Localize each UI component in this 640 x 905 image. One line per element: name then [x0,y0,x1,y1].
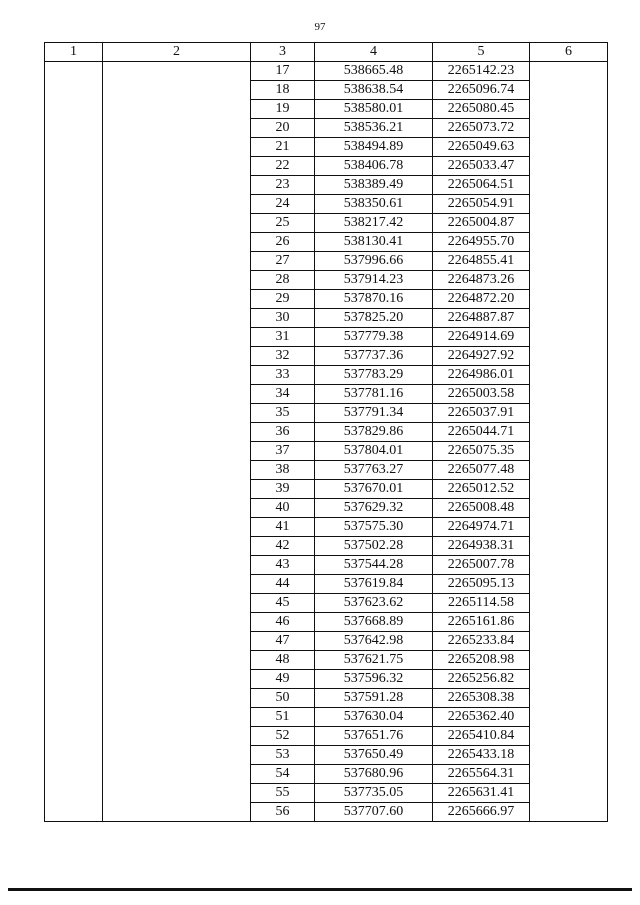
y-coordinate-cell: 2265233.84 [433,632,530,651]
x-coordinate-cell: 537623.62 [315,594,433,613]
point-number-cell: 45 [251,594,315,613]
point-number-cell: 49 [251,670,315,689]
point-number-cell: 22 [251,157,315,176]
x-coordinate-cell: 537596.32 [315,670,433,689]
y-coordinate-cell: 2264927.92 [433,347,530,366]
x-coordinate-cell: 538536.21 [315,119,433,138]
col-1-merged-cell [45,62,103,822]
point-number-cell: 44 [251,575,315,594]
y-coordinate-cell: 2264938.31 [433,537,530,556]
x-coordinate-cell: 538406.78 [315,157,433,176]
x-coordinate-cell: 537996.66 [315,252,433,271]
header-col-3: 3 [251,43,315,62]
x-coordinate-cell: 538350.61 [315,195,433,214]
y-coordinate-cell: 2265433.18 [433,746,530,765]
y-coordinate-cell: 2265037.91 [433,404,530,423]
y-coordinate-cell: 2265080.45 [433,100,530,119]
point-number-cell: 25 [251,214,315,233]
y-coordinate-cell: 2265564.31 [433,765,530,784]
point-number-cell: 34 [251,385,315,404]
page-number: 97 [314,21,326,33]
point-number-cell: 27 [251,252,315,271]
point-number-cell: 29 [251,290,315,309]
x-coordinate-cell: 537642.98 [315,632,433,651]
x-coordinate-cell: 538494.89 [315,138,433,157]
point-number-cell: 39 [251,480,315,499]
point-number-cell: 18 [251,81,315,100]
x-coordinate-cell: 537791.34 [315,404,433,423]
y-coordinate-cell: 2265308.38 [433,689,530,708]
y-coordinate-cell: 2265256.82 [433,670,530,689]
point-number-cell: 23 [251,176,315,195]
x-coordinate-cell: 538580.01 [315,100,433,119]
point-number-cell: 42 [251,537,315,556]
header-col-6: 6 [530,43,608,62]
y-coordinate-cell: 2265064.51 [433,176,530,195]
x-coordinate-cell: 537783.29 [315,366,433,385]
y-coordinate-cell: 2265054.91 [433,195,530,214]
y-coordinate-cell: 2265003.58 [433,385,530,404]
point-number-cell: 48 [251,651,315,670]
y-coordinate-cell: 2264887.87 [433,309,530,328]
x-coordinate-cell: 538665.48 [315,62,433,81]
x-coordinate-cell: 537779.38 [315,328,433,347]
y-coordinate-cell: 2265044.71 [433,423,530,442]
point-number-cell: 21 [251,138,315,157]
point-number-cell: 28 [251,271,315,290]
table-row [45,62,608,81]
y-coordinate-cell: 2265410.84 [433,727,530,746]
point-number-cell: 47 [251,632,315,651]
point-number-cell: 56 [251,803,315,822]
header-row [45,43,608,62]
x-coordinate-cell: 537619.84 [315,575,433,594]
y-coordinate-cell: 2265077.48 [433,461,530,480]
point-number-cell: 40 [251,499,315,518]
x-coordinate-cell: 537914.23 [315,271,433,290]
x-coordinate-cell: 538130.41 [315,233,433,252]
x-coordinate-cell: 537575.30 [315,518,433,537]
y-coordinate-cell: 2265208.98 [433,651,530,670]
y-coordinate-cell: 2264914.69 [433,328,530,347]
point-number-cell: 43 [251,556,315,575]
x-coordinate-cell: 537544.28 [315,556,433,575]
x-coordinate-cell: 537829.86 [315,423,433,442]
header-col-2: 2 [103,43,251,62]
y-coordinate-cell: 2265114.58 [433,594,530,613]
point-number-cell: 35 [251,404,315,423]
y-coordinate-cell: 2265095.13 [433,575,530,594]
point-number-cell: 20 [251,119,315,138]
y-coordinate-cell: 2265049.63 [433,138,530,157]
y-coordinate-cell: 2265073.72 [433,119,530,138]
x-coordinate-cell: 537650.49 [315,746,433,765]
x-coordinate-cell: 537735.05 [315,784,433,803]
y-coordinate-cell: 2265012.52 [433,480,530,499]
y-coordinate-cell: 2264873.26 [433,271,530,290]
point-number-cell: 55 [251,784,315,803]
x-coordinate-cell: 537781.16 [315,385,433,404]
point-number-cell: 52 [251,727,315,746]
x-coordinate-cell: 537502.28 [315,537,433,556]
point-number-cell: 17 [251,62,315,81]
point-number-cell: 54 [251,765,315,784]
point-number-cell: 51 [251,708,315,727]
header-col-5: 5 [433,43,530,62]
coordinates-table [44,42,608,822]
x-coordinate-cell: 537668.89 [315,613,433,632]
point-number-cell: 37 [251,442,315,461]
point-number-cell: 53 [251,746,315,765]
x-coordinate-cell: 538217.42 [315,214,433,233]
y-coordinate-cell: 2265161.86 [433,613,530,632]
x-coordinate-cell: 537630.04 [315,708,433,727]
y-coordinate-cell: 2264986.01 [433,366,530,385]
y-coordinate-cell: 2265007.78 [433,556,530,575]
table-body [45,62,608,822]
y-coordinate-cell: 2265075.35 [433,442,530,461]
y-coordinate-cell: 2264855.41 [433,252,530,271]
point-number-cell: 26 [251,233,315,252]
y-coordinate-cell: 2265631.41 [433,784,530,803]
y-coordinate-cell: 2265008.48 [433,499,530,518]
y-coordinate-cell: 2265004.87 [433,214,530,233]
point-number-cell: 50 [251,689,315,708]
point-number-cell: 19 [251,100,315,119]
point-number-cell: 36 [251,423,315,442]
point-number-cell: 38 [251,461,315,480]
y-coordinate-cell: 2264974.71 [433,518,530,537]
x-coordinate-cell: 538389.49 [315,176,433,195]
y-coordinate-cell: 2265666.97 [433,803,530,822]
header-col-4: 4 [315,43,433,62]
x-coordinate-cell: 537591.28 [315,689,433,708]
point-number-cell: 24 [251,195,315,214]
x-coordinate-cell: 537670.01 [315,480,433,499]
x-coordinate-cell: 537763.27 [315,461,433,480]
y-coordinate-cell: 2264955.70 [433,233,530,252]
point-number-cell: 41 [251,518,315,537]
y-coordinate-cell: 2265096.74 [433,81,530,100]
x-coordinate-cell: 537804.01 [315,442,433,461]
point-number-cell: 32 [251,347,315,366]
point-number-cell: 33 [251,366,315,385]
x-coordinate-cell: 537737.36 [315,347,433,366]
bottom-rule [8,888,632,891]
point-number-cell: 46 [251,613,315,632]
x-coordinate-cell: 537870.16 [315,290,433,309]
x-coordinate-cell: 537621.75 [315,651,433,670]
point-number-cell: 30 [251,309,315,328]
y-coordinate-cell: 2265033.47 [433,157,530,176]
x-coordinate-cell: 537825.20 [315,309,433,328]
x-coordinate-cell: 538638.54 [315,81,433,100]
x-coordinate-cell: 537629.32 [315,499,433,518]
y-coordinate-cell: 2265142.23 [433,62,530,81]
x-coordinate-cell: 537651.76 [315,727,433,746]
col-2-merged-cell [103,62,251,822]
x-coordinate-cell: 537707.60 [315,803,433,822]
col-6-merged-cell [530,62,608,822]
x-coordinate-cell: 537680.96 [315,765,433,784]
y-coordinate-cell: 2264872.20 [433,290,530,309]
header-col-1: 1 [45,43,103,62]
y-coordinate-cell: 2265362.40 [433,708,530,727]
point-number-cell: 31 [251,328,315,347]
